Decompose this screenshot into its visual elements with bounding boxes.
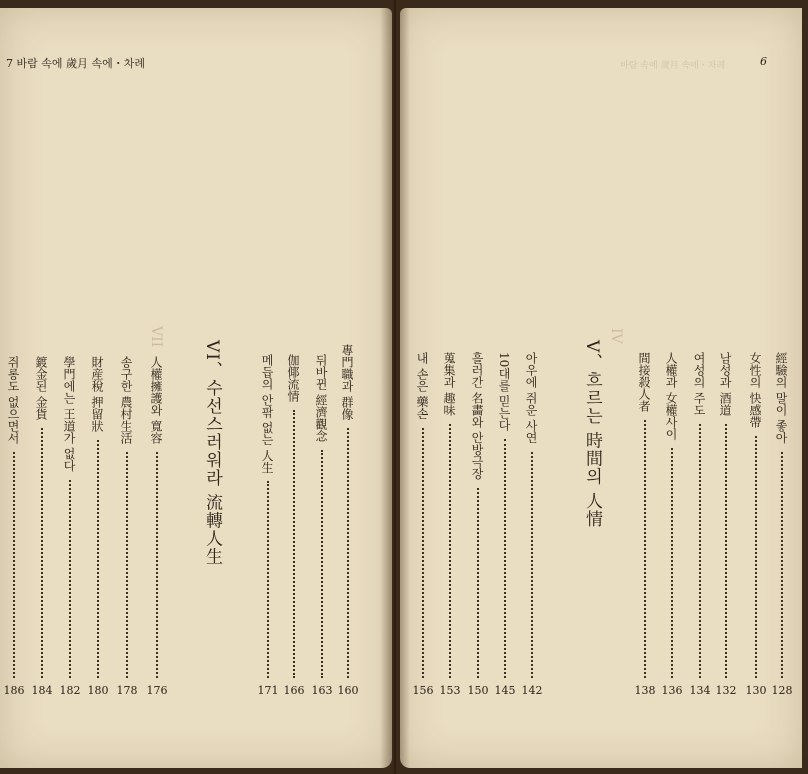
toc-entry-page: 136 (661, 684, 683, 697)
toc-entry-page: 150 (467, 684, 489, 697)
toc-entry-page: 163 (311, 684, 333, 697)
toc-entry-title: 아우에 쥐운 사연 (524, 352, 538, 444)
toc-entry-page: 156 (412, 684, 434, 697)
toc-entry-page: 182 (59, 684, 81, 697)
left-running-head: 7 바람 속에 歲月 속에・차례 (6, 57, 145, 70)
left-show-through-numeral: VII (148, 326, 164, 348)
toc-entry (689, 352, 711, 697)
right-show-through-numeral: IV (608, 328, 624, 344)
toc-entry-title: 學門에는 王道가 없다 (62, 356, 76, 472)
book-gutter (380, 0, 410, 774)
toc-entry (283, 354, 305, 697)
toc-leader-dots (13, 452, 15, 678)
section-vi-heading: VI、수선스러워라 流轉人生 (202, 340, 222, 566)
toc-entry-title: 뒤바뀐 經濟觀念 (314, 354, 328, 442)
toc-leader-dots (156, 452, 158, 678)
toc-entry (745, 352, 767, 697)
toc-entry-title: 송구한 農村生活 (119, 356, 133, 444)
toc-entry (521, 352, 543, 697)
toc-leader-dots (504, 439, 506, 678)
toc-entry-title: 伽倻流情 (286, 354, 300, 402)
toc-entry (116, 356, 138, 697)
toc-entry-title: 蒐集과 趣味 (442, 352, 456, 416)
left-page (0, 8, 392, 768)
toc-entry-page: 153 (439, 684, 461, 697)
toc-entry-title: 흘러간 名畵와 안방극장 (470, 352, 484, 480)
toc-entry-page: 145 (494, 684, 516, 697)
toc-leader-dots (293, 410, 295, 678)
toc-leader-dots (477, 488, 479, 678)
toc-leader-dots (531, 452, 533, 678)
toc-entry-title: 10대를 믿는다 (497, 352, 511, 432)
toc-entry (87, 356, 109, 697)
toc-entry (467, 352, 489, 697)
toc-leader-dots (671, 448, 673, 678)
toc-entry-title: 쥐롱도 없으면서 (6, 356, 20, 444)
toc-leader-dots (69, 480, 71, 678)
toc-entry-page: 128 (771, 684, 793, 697)
toc-entry (494, 352, 516, 697)
toc-entry-page: 171 (257, 684, 279, 697)
toc-leader-dots (97, 440, 99, 678)
section-v-heading: V、흐르는 時間의 人情 (582, 340, 602, 529)
toc-entry-page: 142 (521, 684, 543, 697)
toc-leader-dots (699, 424, 701, 678)
toc-entry (337, 344, 359, 697)
toc-entry (3, 356, 25, 697)
toc-entry-title: 人權擁護와 寬容 (149, 356, 163, 444)
toc-entry-title: 女性의 快感帶 (748, 352, 762, 428)
toc-entry-title: 鍍金된 金貨 (34, 356, 48, 420)
toc-entry-title: 專門職과 群像 (340, 344, 354, 420)
toc-leader-dots (347, 428, 349, 678)
toc-entry-title: 내 손은 藥손 (415, 352, 429, 420)
toc-entry-title: 메듭의 안팎 없는 人生 (260, 354, 274, 474)
toc-leader-dots (449, 424, 451, 678)
toc-leader-dots (725, 424, 727, 678)
toc-entry-page: 166 (283, 684, 305, 697)
toc-entry (311, 354, 333, 697)
toc-leader-dots (755, 436, 757, 678)
toc-leader-dots (644, 420, 646, 678)
toc-leader-dots (321, 450, 323, 678)
toc-leader-dots (781, 452, 783, 678)
toc-entry-page: 134 (689, 684, 711, 697)
toc-entry-title: 經驗의 말이 좋아 (774, 352, 788, 444)
toc-entry (257, 354, 279, 697)
toc-entry-page: 130 (745, 684, 767, 697)
toc-entry-title: 間接殺人者 (637, 352, 651, 412)
toc-entry (59, 356, 81, 697)
toc-entry (715, 352, 737, 697)
toc-entry-page: 186 (3, 684, 25, 697)
toc-entry-page: 138 (634, 684, 656, 697)
toc-entry-page: 160 (337, 684, 359, 697)
toc-entry (634, 352, 656, 697)
toc-entry-title: 人權과 女權사이 (664, 352, 678, 440)
toc-entry-page: 180 (87, 684, 109, 697)
toc-entry-title: 남성과 酒道 (718, 352, 732, 416)
toc-entry (412, 352, 434, 697)
toc-leader-dots (41, 428, 43, 678)
toc-entry-title: 財産稅 押留狀 (90, 356, 104, 432)
toc-leader-dots (422, 428, 424, 678)
right-show-through-head: 바람 속에 歲月 속에・차례 (620, 61, 726, 71)
toc-entry (439, 352, 461, 697)
toc-entry-title: 여성의 주도 (692, 352, 706, 416)
toc-entry-page: 184 (31, 684, 53, 697)
toc-entry-page: 132 (715, 684, 737, 697)
toc-leader-dots (267, 481, 269, 678)
toc-entry (31, 356, 53, 697)
toc-leader-dots (126, 452, 128, 678)
toc-entry (661, 352, 683, 697)
toc-entry (771, 352, 793, 697)
toc-entry-page: 176 (146, 684, 168, 697)
toc-entry (146, 356, 168, 697)
toc-entry-page: 178 (116, 684, 138, 697)
right-page-number: 6 (760, 55, 767, 68)
